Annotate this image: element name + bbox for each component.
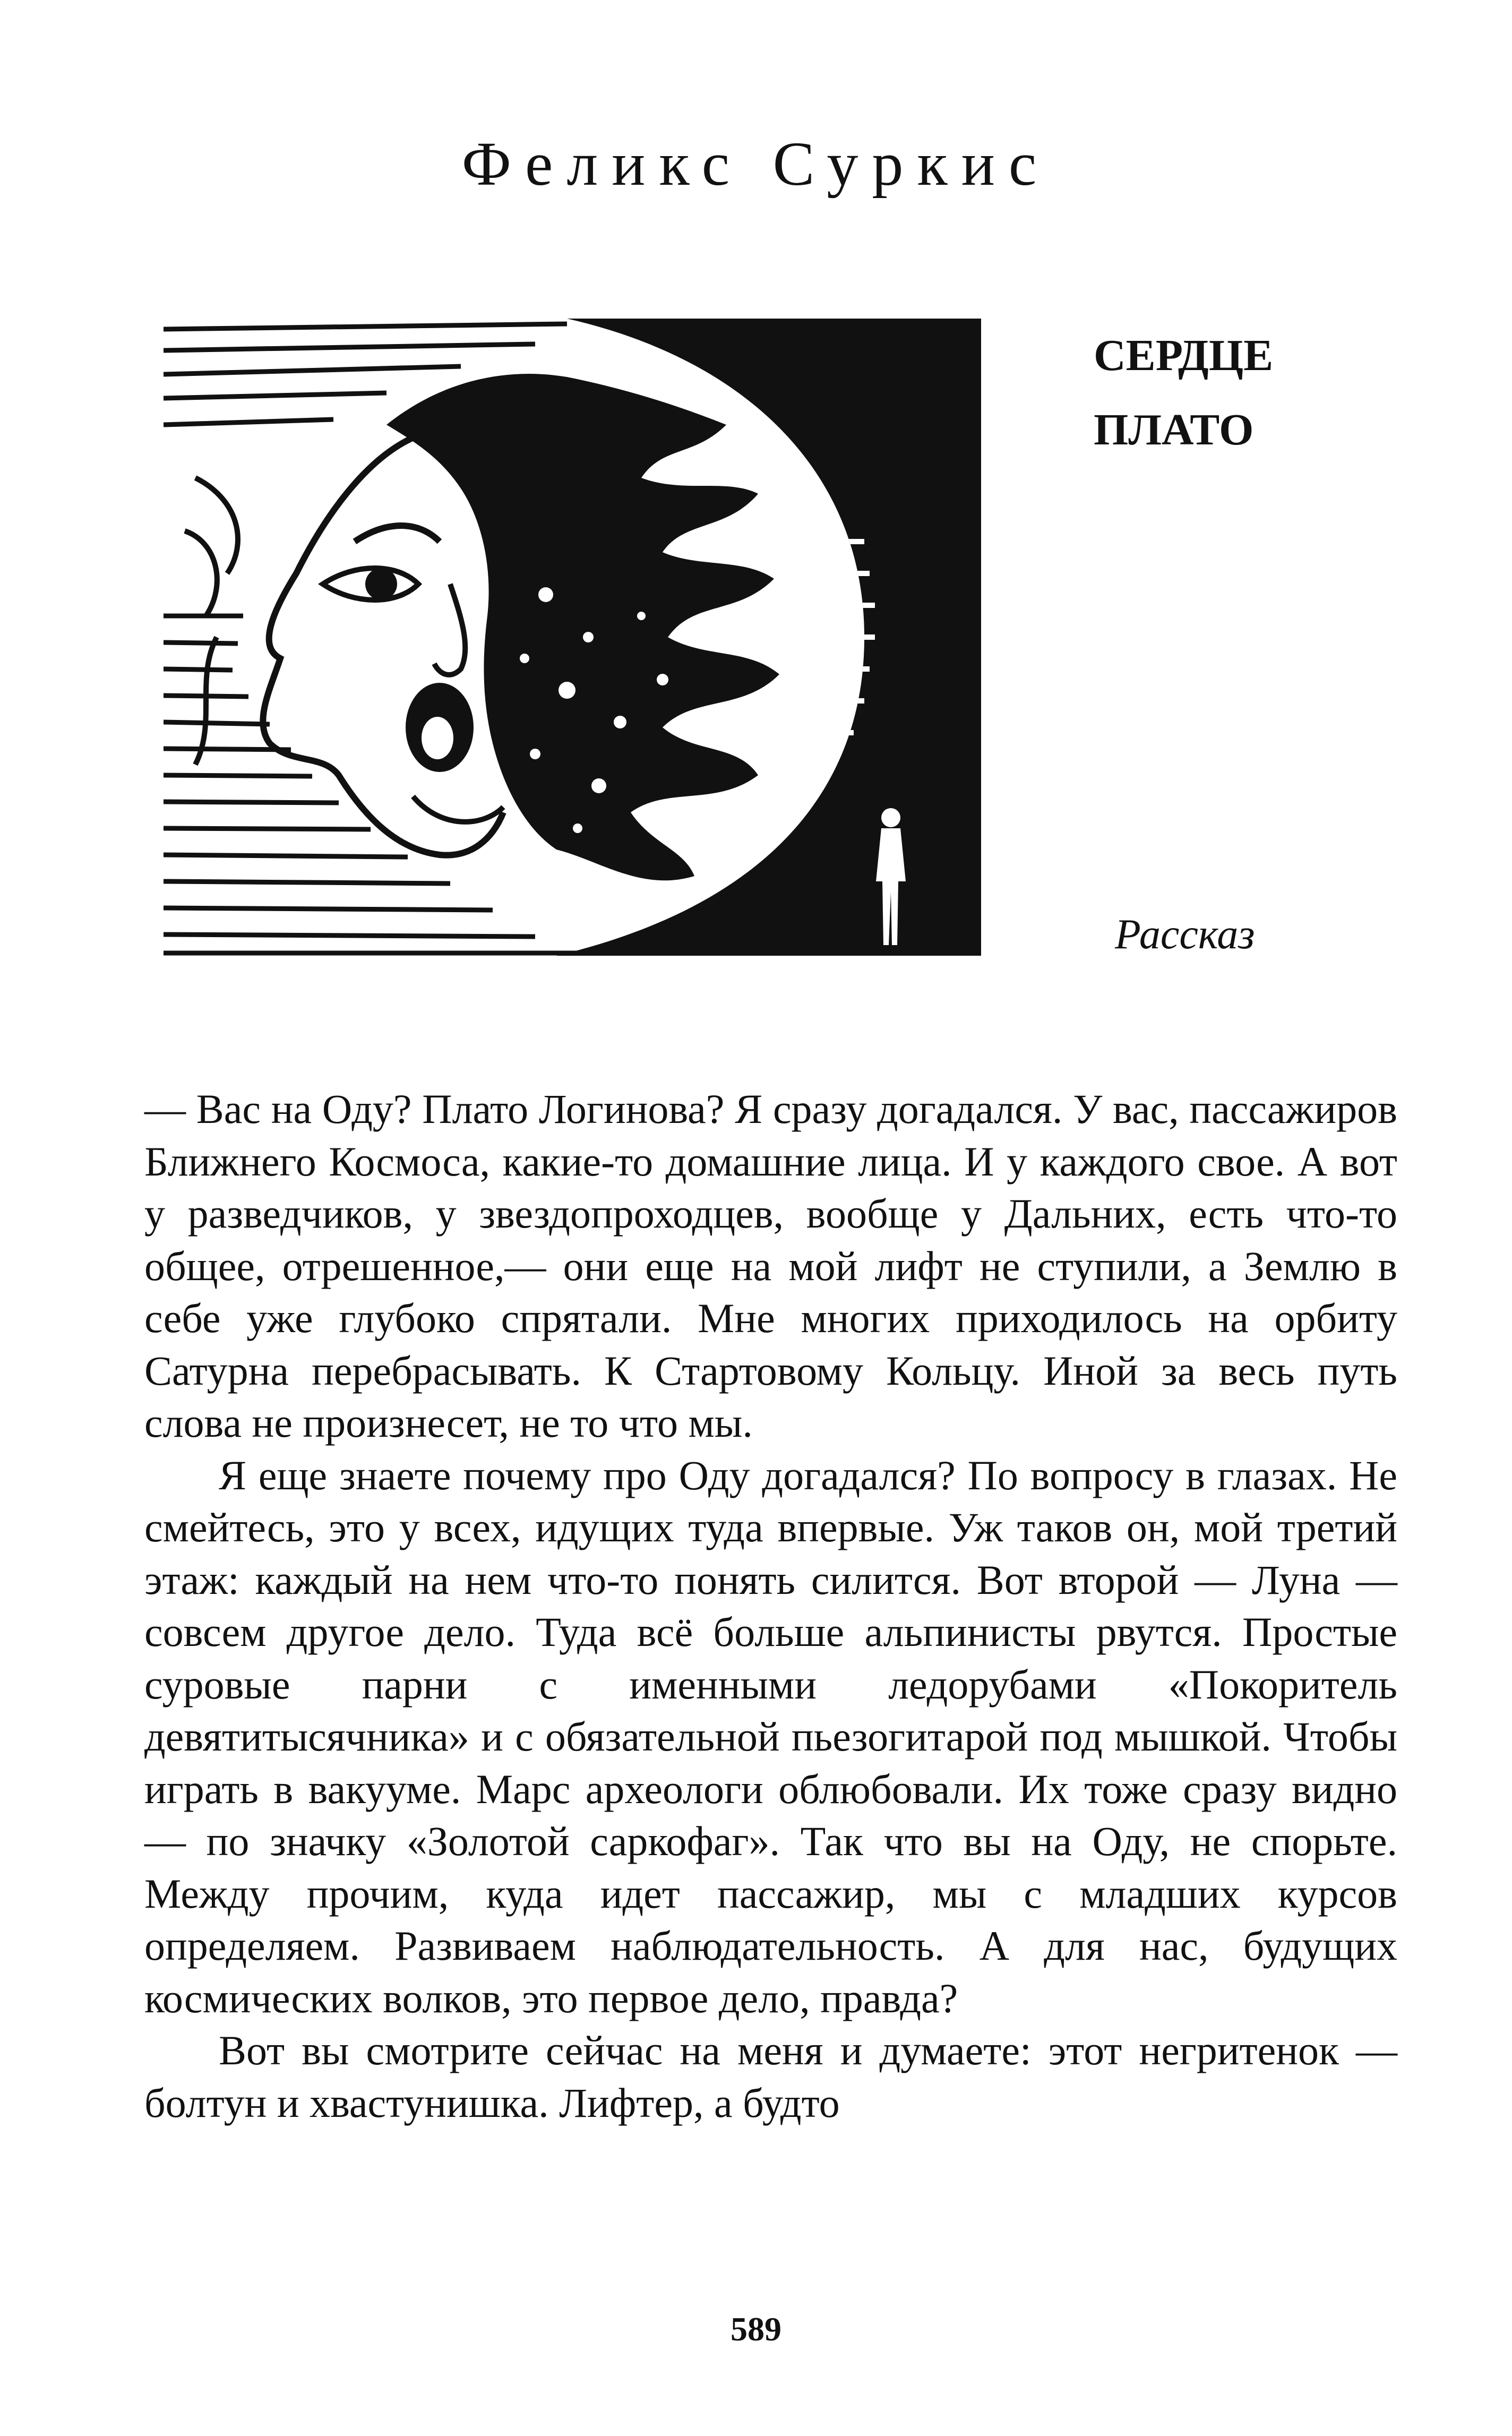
story-title-line-2: ПЛАТО [1094,405,1254,454]
eyebrow [355,526,440,542]
story-title [1094,319,1273,467]
body-text [144,1083,1397,2129]
eye [323,568,418,600]
open-mouth [406,683,474,772]
page-number: 589 [731,2310,781,2348]
story-title-line-1: СЕРДЦЕ [1094,331,1274,380]
nose [434,584,465,675]
paragraph: Я еще знаете почему про Оду догадался? По вопросу в глазах. Не смейтесь, это у всех, идущих туда впервые. Уж таков он, мой третий этаж: каждый на нем что-то понять силится. Вот второй — Луна — совсем другое дело. Туда всё больше альпинисты рвутся. Простые суровые парни с именными ледорубами «Покоритель девятитысячника» и с обязательной пьезогитарой под мышкой. Чтобы играть в вакууме. Марс археологи облюбовали. Их тоже сразу видно — по значку «Золотой саркофаг». Так что вы на Оду, не спорьте. Между прочим, куда идет пассажир, мы с младших курсов определяем. Развиваем наблюдательность. А для нас, будущих космических волков, это первое дело, правда? [144,1452,1397,2021]
story-genre: Рассказ [1115,911,1255,958]
hair-mass [386,374,779,880]
illustration-face-moon-figure-icon [164,319,981,956]
paragraph: Вот вы смотрите сейчас на меня и думаете: этот негритенок — болтун и хвастунишка. Лифтер, а будто [144,2027,1397,2126]
chin [413,796,503,822]
paragraph: — Вас на Оду? Плато Логинова? Я сразу догадался. У вас, пассажиров Ближнего Космоса, какие-то домашние лица. И у каждого свое. А вот у разведчиков, у звездопроходцев, вообще у Дальних, есть что-то общее, отрешенное,— они еще на мой лифт не ступили, а Землю в себе уже глубоко спрятали. Мне многих приходилось на орбиту Сатурна перебрасывать. К Стартовому Кольцу. Иной за весь путь слова не произнесет, не то что мы. [144,1086,1397,1446]
author-name: Феликс Суркис [461,129,1051,199]
